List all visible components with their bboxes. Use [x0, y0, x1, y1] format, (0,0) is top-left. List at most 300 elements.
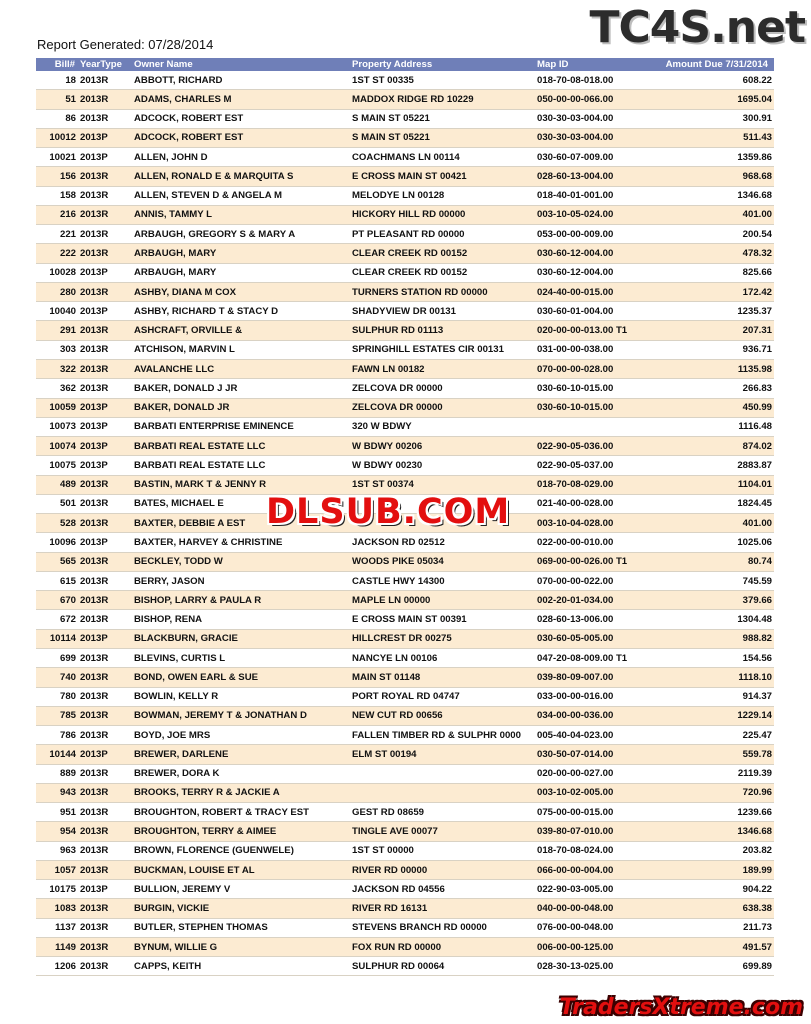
cell-amount-due: 1239.66 [653, 803, 774, 822]
cell-bill: 786 [36, 726, 78, 745]
table-row [36, 803, 774, 822]
table-row [36, 186, 774, 205]
cell-property-address: ELM ST 00194 [350, 745, 535, 764]
cell-owner-name: ARBAUGH, GREGORY S & MARY A [132, 225, 350, 244]
table-row [36, 629, 774, 648]
cell-year-type: 2013R [78, 90, 132, 109]
cell-year-type: 2013R [78, 668, 132, 687]
table-row [36, 148, 774, 167]
cell-bill: 10073 [36, 417, 78, 436]
cell-map-id: 039-80-09-007.00 [535, 668, 653, 687]
cell-property-address: SULPHUR RD 00064 [350, 957, 535, 976]
cell-map-id: 030-30-03-004.00 [535, 128, 653, 147]
cell-bill: 615 [36, 571, 78, 590]
cell-property-address: FAWN LN 00182 [350, 359, 535, 378]
table-row [36, 321, 774, 340]
cell-amount-due: 189.99 [653, 860, 774, 879]
cell-property-address: E CROSS MAIN ST 00421 [350, 167, 535, 186]
cell-property-address: 1ST ST 00374 [350, 475, 535, 494]
cell-amount-due: 172.42 [653, 282, 774, 301]
header-amount-due: Amount Due 7/31/2014 [653, 58, 774, 71]
cell-property-address: CLEAR CREEK RD 00152 [350, 263, 535, 282]
table-row [36, 899, 774, 918]
cell-map-id: 034-00-00-036.00 [535, 706, 653, 725]
cell-map-id: 053-00-00-009.00 [535, 225, 653, 244]
table-row [36, 167, 774, 186]
cell-map-id: 031-00-00-038.00 [535, 340, 653, 359]
table-row [36, 860, 774, 879]
cell-amount-due: 874.02 [653, 437, 774, 456]
cell-year-type: 2013P [78, 128, 132, 147]
cell-year-type: 2013R [78, 860, 132, 879]
cell-owner-name: ALLEN, STEVEN D & ANGELA M [132, 186, 350, 205]
cell-amount-due: 511.43 [653, 128, 774, 147]
cell-year-type: 2013R [78, 610, 132, 629]
cell-property-address: 320 W BDWY [350, 417, 535, 436]
cell-bill: 291 [36, 321, 78, 340]
cell-year-type: 2013R [78, 764, 132, 783]
cell-bill: 10059 [36, 398, 78, 417]
cell-owner-name: BISHOP, LARRY & PAULA R [132, 591, 350, 610]
tradersxtreme-watermark: TradersXtreme.com [559, 995, 803, 1020]
table-row [36, 128, 774, 147]
cell-owner-name: BLACKBURN, GRACIE [132, 629, 350, 648]
table-row [36, 918, 774, 937]
table-row [36, 822, 774, 841]
cell-map-id: 050-00-00-066.00 [535, 90, 653, 109]
cell-property-address: S MAIN ST 05221 [350, 109, 535, 128]
cell-amount-due: 825.66 [653, 263, 774, 282]
cell-map-id: 022-90-05-036.00 [535, 437, 653, 456]
cell-owner-name: BROUGHTON, TERRY & AIMEE [132, 822, 350, 841]
cell-property-address: MADDOX RIDGE RD 10229 [350, 90, 535, 109]
cell-year-type: 2013R [78, 475, 132, 494]
cell-owner-name: BECKLEY, TODD W [132, 552, 350, 571]
cell-owner-name: CAPPS, KEITH [132, 957, 350, 976]
cell-property-address: MAIN ST 01148 [350, 668, 535, 687]
cell-year-type: 2013R [78, 514, 132, 533]
cell-property-address: JACKSON RD 02512 [350, 533, 535, 552]
cell-bill: 222 [36, 244, 78, 263]
table-row [36, 398, 774, 417]
cell-bill: 280 [36, 282, 78, 301]
cell-property-address: HICKORY HILL RD 00000 [350, 205, 535, 224]
cell-map-id: 076-00-00-048.00 [535, 918, 653, 937]
cell-amount-due: 988.82 [653, 629, 774, 648]
cell-owner-name: BAKER, DONALD JR [132, 398, 350, 417]
cell-year-type: 2013R [78, 822, 132, 841]
cell-year-type: 2013R [78, 841, 132, 860]
cell-map-id: 030-60-01-004.00 [535, 302, 653, 321]
cell-amount-due: 401.00 [653, 514, 774, 533]
cell-property-address: NEW CUT RD 00656 [350, 706, 535, 725]
cell-owner-name: BOND, OWEN EARL & SUE [132, 668, 350, 687]
cell-map-id: 018-70-08-018.00 [535, 71, 653, 90]
header-year-type: YearType [78, 58, 132, 71]
cell-map-id: 030-60-05-005.00 [535, 629, 653, 648]
cell-year-type: 2013R [78, 552, 132, 571]
cell-owner-name: BOYD, JOE MRS [132, 726, 350, 745]
cell-map-id: 028-60-13-006.00 [535, 610, 653, 629]
table-row [36, 745, 774, 764]
cell-amount-due: 1025.06 [653, 533, 774, 552]
header-property-address: Property Address [350, 58, 535, 71]
cell-owner-name: ARBAUGH, MARY [132, 263, 350, 282]
cell-year-type: 2013R [78, 591, 132, 610]
cell-owner-name: BLEVINS, CURTIS L [132, 648, 350, 667]
cell-year-type: 2013P [78, 745, 132, 764]
cell-amount-due: 203.82 [653, 841, 774, 860]
cell-map-id: 030-60-12-004.00 [535, 263, 653, 282]
cell-property-address: COACHMANS LN 00114 [350, 148, 535, 167]
cell-year-type: 2013R [78, 71, 132, 90]
cell-property-address: PT PLEASANT RD 00000 [350, 225, 535, 244]
cell-year-type: 2013R [78, 205, 132, 224]
cell-year-type: 2013R [78, 937, 132, 956]
table-row [36, 610, 774, 629]
cell-owner-name: BUCKMAN, LOUISE ET AL [132, 860, 350, 879]
table-row [36, 687, 774, 706]
cell-amount-due: 450.99 [653, 398, 774, 417]
table-row [36, 205, 774, 224]
cell-year-type: 2013R [78, 321, 132, 340]
cell-map-id: 002-20-01-034.00 [535, 591, 653, 610]
cell-year-type: 2013R [78, 379, 132, 398]
cell-owner-name: BURGIN, VICKIE [132, 899, 350, 918]
cell-owner-name: ADAMS, CHARLES M [132, 90, 350, 109]
cell-bill: 1149 [36, 937, 78, 956]
cell-amount-due: 1229.14 [653, 706, 774, 725]
cell-amount-due: 379.66 [653, 591, 774, 610]
cell-bill: 10075 [36, 456, 78, 475]
cell-owner-name: BAXTER, DEBBIE A EST [132, 514, 350, 533]
table-row [36, 591, 774, 610]
cell-amount-due: 914.37 [653, 687, 774, 706]
cell-property-address [350, 783, 535, 802]
cell-amount-due: 968.68 [653, 167, 774, 186]
cell-property-address: MELODYE LN 00128 [350, 186, 535, 205]
cell-year-type: 2013P [78, 417, 132, 436]
cell-amount-due: 200.54 [653, 225, 774, 244]
table-header [36, 58, 774, 71]
cell-map-id: 030-30-03-004.00 [535, 109, 653, 128]
table-row [36, 783, 774, 802]
cell-bill: 699 [36, 648, 78, 667]
cell-owner-name: BOWLIN, KELLY R [132, 687, 350, 706]
cell-year-type: 2013R [78, 282, 132, 301]
cell-year-type: 2013P [78, 629, 132, 648]
cell-owner-name: BROUGHTON, ROBERT & TRACY EST [132, 803, 350, 822]
cell-owner-name: BUTLER, STEPHEN THOMAS [132, 918, 350, 937]
cell-property-address [350, 764, 535, 783]
cell-map-id: 020-00-00-013.00 T1 [535, 321, 653, 340]
cell-owner-name: BAXTER, HARVEY & CHRISTINE [132, 533, 350, 552]
cell-amount-due: 225.47 [653, 726, 774, 745]
table-row [36, 71, 774, 90]
table-row [36, 552, 774, 571]
cell-map-id: 005-40-04-023.00 [535, 726, 653, 745]
cell-year-type: 2013P [78, 437, 132, 456]
cell-amount-due: 559.78 [653, 745, 774, 764]
cell-map-id: 070-00-00-028.00 [535, 359, 653, 378]
cell-property-address: NANCYE LN 00106 [350, 648, 535, 667]
cell-owner-name: BROWN, FLORENCE (GUENWELE) [132, 841, 350, 860]
cell-year-type: 2013R [78, 687, 132, 706]
cell-bill: 954 [36, 822, 78, 841]
cell-map-id: 018-70-08-024.00 [535, 841, 653, 860]
cell-map-id: 030-60-10-015.00 [535, 379, 653, 398]
cell-owner-name: ASHBY, RICHARD T & STACY D [132, 302, 350, 321]
cell-owner-name: BROOKS, TERRY R & JACKIE A [132, 783, 350, 802]
cell-owner-name: BYNUM, WILLIE G [132, 937, 350, 956]
cell-amount-due: 904.22 [653, 880, 774, 899]
table-row [36, 706, 774, 725]
cell-owner-name: ANNIS, TAMMY L [132, 205, 350, 224]
cell-property-address: FALLEN TIMBER RD & SULPHR 0000 [350, 726, 535, 745]
cell-map-id: 030-60-12-004.00 [535, 244, 653, 263]
cell-year-type: 2013R [78, 918, 132, 937]
cell-bill: 528 [36, 514, 78, 533]
table-row [36, 109, 774, 128]
cell-bill: 565 [36, 552, 78, 571]
cell-amount-due: 207.31 [653, 321, 774, 340]
cell-bill: 889 [36, 764, 78, 783]
cell-year-type: 2013R [78, 109, 132, 128]
cell-amount-due: 1304.48 [653, 610, 774, 629]
cell-amount-due: 2883.87 [653, 456, 774, 475]
cell-map-id: 066-00-00-004.00 [535, 860, 653, 879]
cell-bill: 501 [36, 494, 78, 513]
cell-property-address: 1ST ST 00000 [350, 841, 535, 860]
table-row [36, 417, 774, 436]
cell-bill: 10040 [36, 302, 78, 321]
cell-bill: 963 [36, 841, 78, 860]
cell-map-id: 070-00-00-022.00 [535, 571, 653, 590]
cell-owner-name: ALLEN, JOHN D [132, 148, 350, 167]
cell-amount-due: 80.74 [653, 552, 774, 571]
table-row [36, 571, 774, 590]
cell-property-address: W BDWY 00230 [350, 456, 535, 475]
cell-year-type: 2013R [78, 648, 132, 667]
cell-property-address: WOODS PIKE 05034 [350, 552, 535, 571]
cell-property-address: W BDWY 00206 [350, 437, 535, 456]
table-row [36, 533, 774, 552]
cell-map-id: 022-00-00-010.00 [535, 533, 653, 552]
table-row [36, 302, 774, 321]
cell-year-type: 2013P [78, 398, 132, 417]
cell-map-id: 022-90-03-005.00 [535, 880, 653, 899]
cell-amount-due: 401.00 [653, 205, 774, 224]
cell-amount-due: 1118.10 [653, 668, 774, 687]
cell-bill: 951 [36, 803, 78, 822]
cell-property-address: GEST RD 08659 [350, 803, 535, 822]
cell-property-address: E CROSS MAIN ST 00391 [350, 610, 535, 629]
table-row [36, 726, 774, 745]
cell-property-address: PORT ROYAL RD 04747 [350, 687, 535, 706]
header-bill: Bill# [36, 58, 78, 71]
cell-amount-due: 638.38 [653, 899, 774, 918]
cell-property-address: SPRINGHILL ESTATES CIR 00131 [350, 340, 535, 359]
cell-bill: 303 [36, 340, 78, 359]
table-row [36, 648, 774, 667]
cell-year-type: 2013P [78, 302, 132, 321]
table-row [36, 244, 774, 263]
cell-owner-name: BOWMAN, JEREMY T & JONATHAN D [132, 706, 350, 725]
cell-property-address: STEVENS BRANCH RD 00000 [350, 918, 535, 937]
cell-bill: 10096 [36, 533, 78, 552]
cell-amount-due: 154.56 [653, 648, 774, 667]
cell-map-id: 003-10-02-005.00 [535, 783, 653, 802]
cell-amount-due: 478.32 [653, 244, 774, 263]
cell-map-id: 020-00-00-027.00 [535, 764, 653, 783]
cell-year-type: 2013R [78, 706, 132, 725]
cell-year-type: 2013R [78, 340, 132, 359]
report-generated-date: Report Generated: 07/28/2014 [37, 37, 214, 52]
cell-bill: 785 [36, 706, 78, 725]
cell-amount-due: 745.59 [653, 571, 774, 590]
cell-bill: 1206 [36, 957, 78, 976]
cell-bill: 1057 [36, 860, 78, 879]
cell-map-id: 003-10-05-024.00 [535, 205, 653, 224]
cell-map-id: 030-50-07-014.00 [535, 745, 653, 764]
cell-property-address: TINGLE AVE 00077 [350, 822, 535, 841]
cell-year-type: 2013R [78, 726, 132, 745]
cell-amount-due: 1135.98 [653, 359, 774, 378]
cell-map-id: 006-00-00-125.00 [535, 937, 653, 956]
table-row [36, 456, 774, 475]
cell-owner-name: AVALANCHE LLC [132, 359, 350, 378]
cell-bill: 943 [36, 783, 78, 802]
cell-amount-due: 1695.04 [653, 90, 774, 109]
cell-bill: 18 [36, 71, 78, 90]
cell-map-id: 075-00-00-015.00 [535, 803, 653, 822]
cell-amount-due: 2119.39 [653, 764, 774, 783]
table-row [36, 841, 774, 860]
cell-property-address: RIVER RD 16131 [350, 899, 535, 918]
cell-bill: 362 [36, 379, 78, 398]
cell-amount-due: 491.57 [653, 937, 774, 956]
cell-year-type: 2013R [78, 494, 132, 513]
cell-property-address: CASTLE HWY 14300 [350, 571, 535, 590]
table-row [36, 668, 774, 687]
cell-map-id: 021-40-00-028.00 [535, 494, 653, 513]
cell-owner-name: BATES, MICHAEL E [132, 494, 350, 513]
cell-property-address: JACKSON RD 04556 [350, 880, 535, 899]
cell-year-type: 2013R [78, 803, 132, 822]
cell-year-type: 2013P [78, 533, 132, 552]
cell-owner-name: BISHOP, RENA [132, 610, 350, 629]
header-map-id: Map ID [535, 58, 653, 71]
cell-bill: 780 [36, 687, 78, 706]
cell-owner-name: ASHBY, DIANA M COX [132, 282, 350, 301]
cell-bill: 672 [36, 610, 78, 629]
cell-bill: 10175 [36, 880, 78, 899]
cell-owner-name: ADCOCK, ROBERT EST [132, 128, 350, 147]
cell-map-id: 003-10-04-028.00 [535, 514, 653, 533]
cell-amount-due: 1235.37 [653, 302, 774, 321]
cell-bill: 322 [36, 359, 78, 378]
cell-amount-due: 1104.01 [653, 475, 774, 494]
cell-year-type: 2013R [78, 957, 132, 976]
table-row [36, 282, 774, 301]
cell-map-id: 069-00-00-026.00 T1 [535, 552, 653, 571]
cell-map-id: 030-60-07-009.00 [535, 148, 653, 167]
cell-owner-name: BARBATI REAL ESTATE LLC [132, 456, 350, 475]
cell-map-id: 028-30-13-025.00 [535, 957, 653, 976]
table-row [36, 937, 774, 956]
cell-year-type: 2013P [78, 263, 132, 282]
cell-property-address: TURNERS STATION RD 00000 [350, 282, 535, 301]
cell-amount-due: 266.83 [653, 379, 774, 398]
table-row [36, 225, 774, 244]
cell-bill: 670 [36, 591, 78, 610]
cell-owner-name: BASTIN, MARK T & JENNY R [132, 475, 350, 494]
cell-year-type: 2013P [78, 880, 132, 899]
tc4s-logo: TC4S.net [589, 2, 805, 53]
cell-map-id: 028-60-13-004.00 [535, 167, 653, 186]
cell-amount-due: 1346.68 [653, 186, 774, 205]
cell-map-id: 018-40-01-001.00 [535, 186, 653, 205]
cell-bill: 489 [36, 475, 78, 494]
cell-amount-due: 1824.45 [653, 494, 774, 513]
cell-bill: 86 [36, 109, 78, 128]
table-row [36, 880, 774, 899]
cell-amount-due: 936.71 [653, 340, 774, 359]
cell-bill: 216 [36, 205, 78, 224]
cell-bill: 1083 [36, 899, 78, 918]
table-row [36, 437, 774, 456]
table-row [36, 263, 774, 282]
cell-map-id: 047-20-08-009.00 T1 [535, 648, 653, 667]
cell-bill: 10114 [36, 629, 78, 648]
cell-property-address: MAPLE LN 00000 [350, 591, 535, 610]
cell-property-address: HILLCREST DR 00275 [350, 629, 535, 648]
cell-property-address: SHADYVIEW DR 00131 [350, 302, 535, 321]
cell-property-address: CLEAR CREEK RD 00152 [350, 244, 535, 263]
cell-amount-due: 1116.48 [653, 417, 774, 436]
cell-owner-name: BAKER, DONALD J JR [132, 379, 350, 398]
dlsub-watermark: DLSUB.COM [266, 492, 511, 532]
cell-owner-name: BULLION, JEREMY V [132, 880, 350, 899]
cell-map-id: 040-00-00-048.00 [535, 899, 653, 918]
cell-year-type: 2013R [78, 186, 132, 205]
cell-bill: 51 [36, 90, 78, 109]
cell-owner-name: ATCHISON, MARVIN L [132, 340, 350, 359]
cell-owner-name: ASHCRAFT, ORVILLE & [132, 321, 350, 340]
cell-property-address: ZELCOVA DR 00000 [350, 398, 535, 417]
cell-bill: 10074 [36, 437, 78, 456]
cell-map-id: 018-70-08-029.00 [535, 475, 653, 494]
cell-owner-name: ARBAUGH, MARY [132, 244, 350, 263]
cell-bill: 158 [36, 186, 78, 205]
cell-owner-name: ALLEN, RONALD E & MARQUITA S [132, 167, 350, 186]
cell-amount-due: 699.89 [653, 957, 774, 976]
header-owner-name: Owner Name [132, 58, 350, 71]
cell-owner-name: BERRY, JASON [132, 571, 350, 590]
cell-property-address: S MAIN ST 05221 [350, 128, 535, 147]
cell-property-address: ZELCOVA DR 00000 [350, 379, 535, 398]
cell-property-address: SULPHUR RD 01113 [350, 321, 535, 340]
cell-map-id: 039-80-07-010.00 [535, 822, 653, 841]
table-row [36, 359, 774, 378]
cell-owner-name: BREWER, DORA K [132, 764, 350, 783]
cell-owner-name: BARBATI REAL ESTATE LLC [132, 437, 350, 456]
cell-map-id: 022-90-05-037.00 [535, 456, 653, 475]
cell-bill: 10028 [36, 263, 78, 282]
cell-owner-name: ABBOTT, RICHARD [132, 71, 350, 90]
cell-owner-name: BREWER, DARLENE [132, 745, 350, 764]
cell-year-type: 2013P [78, 148, 132, 167]
